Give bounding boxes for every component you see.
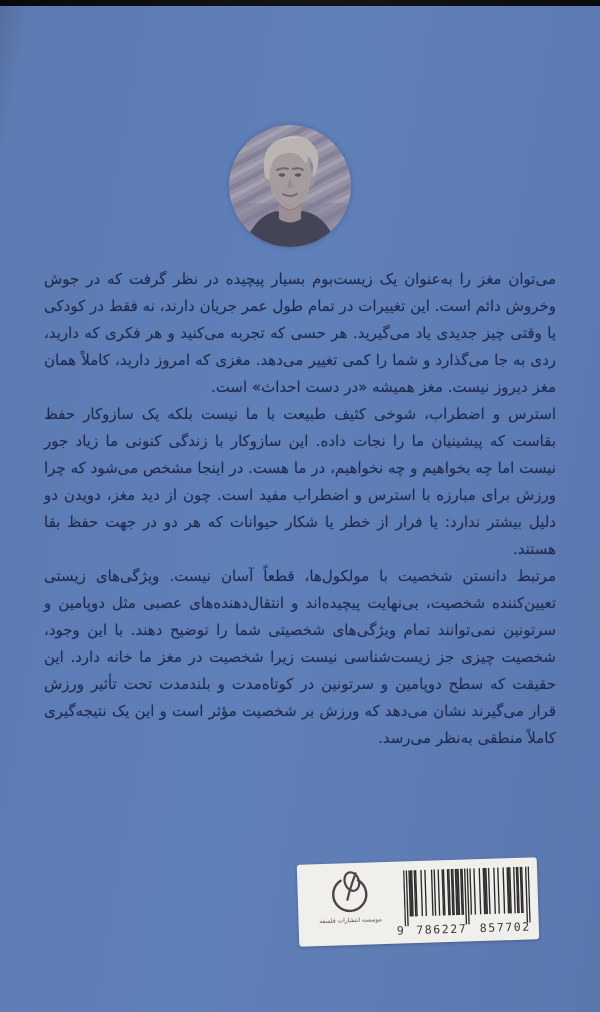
back-cover-text <box>44 266 556 752</box>
publisher-logo-icon <box>323 868 376 918</box>
blurb-paragraph-1: می‌توان مغز را به‌عنوان یک زیست‌بوم بسیار پیچیده در نظر گرفت که در جوش وخروش دائم است. این تغییرات در تمام طول عمر جریان دارند، نه فقط در کودکی یا وقتی چیز جدیدی یاد می‌گیرید. هر حسی که تجربه می‌کنید و هر فکری که دارید، ردی به جا می‌گذارد و شما را کمی تغییر می‌دهد. مغزی که امروز دارید، کاملاً همان مغز دیروز نیست. مغز همیشه «در دست احداث» است. <box>44 270 556 396</box>
isbn-number-row <box>397 921 531 936</box>
publisher-logo-block <box>303 868 397 941</box>
blurb-paragraph-2: استرس و اضطراب، شوخی کثیف طبیعت با ما نیست بلکه یک سازوکار حفظ بقاست که پیشینیان ما را نجات داده. این سازوکار با زندگی کنونی ما زیاد جور نیست اما چه بخواهیم و چه نخواهیم، در ما هست. در اینجا مشخص می‌شود که چرا ورزش برای مبارزه با استرس و اضطراب مفید است. چون از دید مغز، دویدن دو دلیل بیشتر ندارد: یا فرار از خطر یا شکار حیوانات که هر دو در جهت حفظ بقا هستند. <box>44 405 556 558</box>
isbn-barcode <box>396 866 532 938</box>
cover-top-edge-strip <box>0 0 600 6</box>
barcode-label <box>297 857 539 946</box>
barcode-bars <box>403 866 531 926</box>
isbn-first-digit: 9 <box>396 923 405 938</box>
isbn-group-2: 857702 <box>479 919 532 936</box>
blurb-paragraph-3: مرتبط دانستن شخصیت با مولکول‌ها، قطعاً آسان نیست. ویژگی‌های زیستی تعیین‌کننده شخصیت، بی‌نهایت پیچیده‌اند و انتقال‌دهنده‌های عصبی مثل دوپامین و سرتونین نمی‌توانند تمام ویژگی‌های شخصیتی شما را توضیح دهند. با این وجود، شخصیت چیزی جز زیست‌شناسی نیست زیرا شخصیت در مغز ما خانه دارد. این حقیقت که سطح دوپامین و سرتونین در کوتاه‌مدت و بلندمدت تحت تأثیر ورزش قرار می‌گیرند نشان می‌دهد که ورزش بر شخصیت مؤثر است و این یک نتیجه‌گیری کاملاً منطقی به‌نظر می‌رسد. <box>44 567 556 747</box>
publisher-name: موسسه انتشارات فلسفه <box>319 916 383 926</box>
author-portrait-illustration <box>229 125 351 247</box>
author-photo <box>229 125 351 247</box>
isbn-group-1: 786227 <box>415 921 468 938</box>
